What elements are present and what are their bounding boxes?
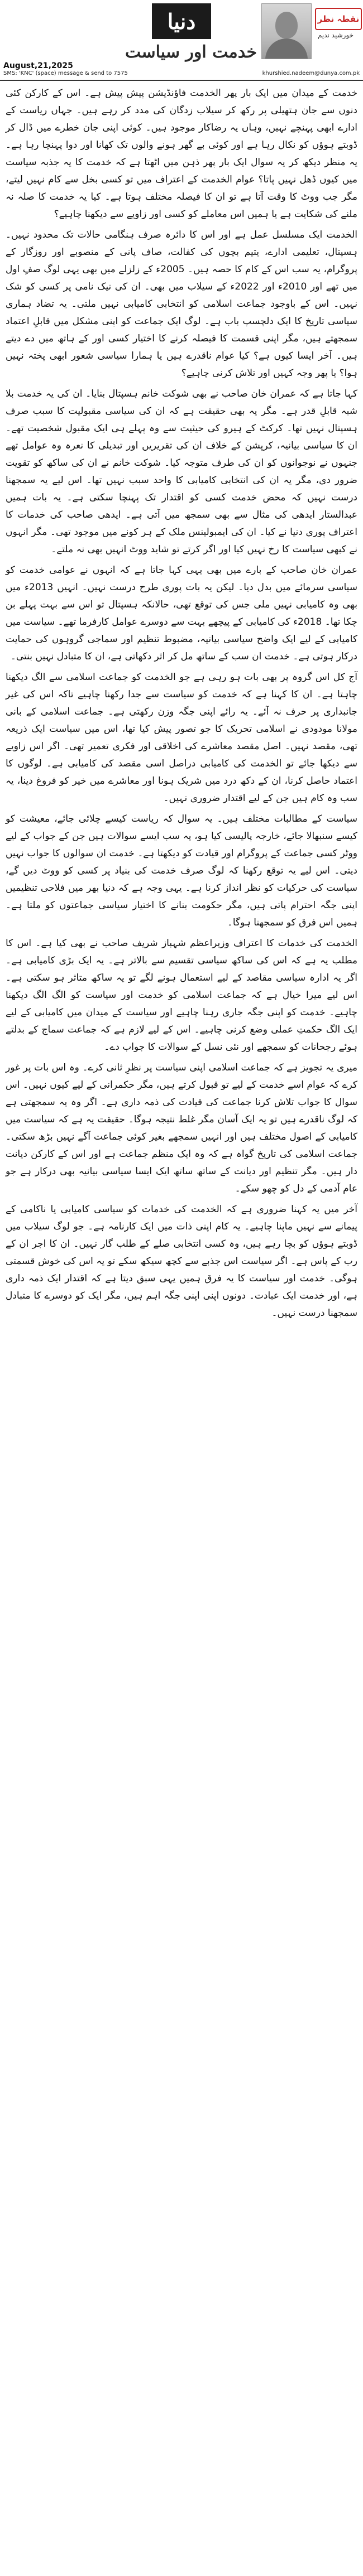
author-name: خورشید ندیم [317,31,354,39]
article-headline: خدمت اور سیاست [125,42,257,62]
newspaper-logo [152,3,211,39]
header-divider [0,80,363,81]
masthead [0,0,363,84]
author-head-shape [275,12,298,38]
article-paragraph: عمران خان صاحب کے بارے میں بھی یہی کہا جاتا ہے کہ انہوں نے عوامی خدمت کو سیاسی سرمائے میں بدل دیا۔ لیکن یہ بات پوری طرح درست نہیں۔ انہیں 2013ء میں بھی وہ کامیابی نہیں ملی جس کی توقع تھی، حالانکہ ہسپتال تو اس سے بہت پہلے بن چکا تھا۔ 2018ء کی کامیابی کے پیچھے بہت سے دوسرے عوامل کارفرما تھے۔ سیاست میں کامیابی کے لیے ایک واضح سیاسی بیانیہ، مضبوط تنظیم اور سماجی گروہوں کی حمایت درکار ہوتی ہے۔ خدمت ان سب کے ساتھ مل کر اثر دکھاتی ہے، ان کا متبادل نہیں بنتی۔ [6,565,358,662]
column-badge [315,8,362,30]
logo-text: دنیا [167,8,196,34]
article-paragraph: کہا جاتا ہے کہ عمران خان صاحب نے بھی شوکت خانم ہسپتال بنایا۔ ان کی یہ خدمت بلا شبہ قابلِ قدر ہے۔ مگر یہ بھی حقیقت ہے کہ ان کی سیاسی مقبولیت کا سبب صرف ہسپتال نہیں تھا۔ کرکٹ کے ہیرو کی حیثیت سے وہ پہلے ہی ایک مقبول شخصیت تھے۔ ان کا سیاسی بیانیہ، کرپشن کے خلاف ان کی تقریریں اور تبدیلی کا نعرہ وہ عوامل تھے جنہوں نے نوجوانوں کو ان کی طرف متوجہ کیا۔ شوکت خانم نے ان کی ساکھ کو تقویت ضرور دی، مگر یہ ان کی انتخابی کامیابی کا واحد سبب نہیں تھا۔ اس لیے یہ سمجھنا درست نہیں کہ محض خدمت کسی کو اقتدار تک پہنچا سکتی ہے۔ یہ بات ہمیں عبدالستار ایدھی کی مثال سے بھی سمجھ میں آتی ہے۔ ایدھی صاحب کی خدمات کا اعتراف پوری دنیا نے کیا۔ ان کی ایمبولینس ملک کے ہر کونے میں موجود تھی۔ مگر انہوں نے کبھی سیاست کا رخ نہیں کیا اور اگر کرتے تو شاید ووٹ انہیں بھی نہ ملتے۔ [6,388,357,555]
article-paragraph: سیاست کے مطالبات مختلف ہیں۔ یہ سوال کہ ریاست کیسے چلائی جائے، معیشت کو کیسے سنبھالا جائے، خارجہ پالیسی کیا ہو، یہ سب ایسے سوالات ہیں جن کے جواب کے لیے ووٹر کسی جماعت کے پروگرام اور قیادت کو دیکھتا ہے۔ خدمت ان سوالوں کا جواب نہیں دیتی۔ اس لیے یہ توقع رکھنا کہ لوگ صرف خدمت کی بنیاد پر کسی کو ووٹ دیں گے، سیاست کی حرکیات کو نظر انداز کرنا ہے۔ یہی وجہ ہے کہ دنیا بھر میں فلاحی تنظیمیں اپنی جگہ احترام پاتی ہیں، مگر حکومت بنانے کا اختیار سیاسی جماعتوں کو ملتا ہے۔ ہمیں اس فرق کو سمجھنا ہوگا۔ [6,813,357,928]
article-paragraph: آخر میں یہ کہنا ضروری ہے کہ الخدمت کی خدمات کو سیاسی کامیابی یا ناکامی کے پیمانے سے نہیں ماپنا چاہیے۔ یہ کام اپنی ذات میں ایک کارنامہ ہے۔ جو لوگ سیلاب میں ڈوبتے ہوؤں کو بچا رہے ہیں، وہ کسی انتخابی صلے کے طلب گار نہیں۔ ان کا اجر ان کے رب کے پاس ہے۔ اگر سیاست اس جذبے سے کچھ سیکھ سکے تو یہ اس کی خوش قسمتی ہوگی۔ خدمت اور سیاست کا یہ فرق ہمیں یہی سبق دیتا ہے کہ اقتدار ایک ذمہ داری ہے، اور خدمت ایک عبادت۔ دونوں اپنی اپنی جگہ اہم ہیں، مگر ایک کو دوسرے کا متبادل سمجھنا درست نہیں۔ [6,1204,357,1319]
article-paragraph: خدمت کے میدان میں ایک بار پھر الخدمت فاؤنڈیشن پیش پیش ہے۔ اس کے کارکن کئی دنوں سے جان ہتھیلی پر رکھ کر سیلاب زدگان کی مدد کر رہے ہیں۔ جہاں ریاست کے ادارے ابھی پہنچے نہیں، وہاں یہ رضاکار موجود ہیں۔ کوئی اپنی جان خطرے میں ڈال کر ڈوبتے ہوؤں کو نکال رہا ہے اور کوئی بے گھر ہونے والوں تک کھانا اور دوا پہنچا رہا ہے۔ یہ منظر دیکھ کر یہ سوال ایک بار پھر ذہن میں اٹھتا ہے کہ خدمت کا یہ جذبہ سیاست میں کیوں ڈھل نہیں پاتا؟ عوام الخدمت کے اعتراف میں تو کسی بخل سے کام نہیں لیتے، مگر جب ووٹ کا وقت آتا ہے تو ان کا فیصلہ مختلف ہوتا ہے۔ کیا یہ خدمت کا صلہ نہ ملنے کی شکایت ہے یا ہمیں اس معاملے کو کسی اور زاویے سے دیکھنا چاہیے؟ [6,88,357,220]
article-paragraph: الخدمت کی خدمات کا اعتراف وزیراعظم شہباز شریف صاحب نے بھی کیا ہے۔ اس کا مطلب یہ ہے کہ اس کی ساکھ سیاسی تقسیم سے بالاتر ہے۔ یہ ایک بڑی کامیابی ہے۔ اگر یہ ادارہ سیاسی مقاصد کے لیے استعمال ہونے لگے تو یہ ساکھ متاثر ہو سکتی ہے۔ اس لیے میرا خیال ہے کہ جماعت اسلامی کو خدمت اور سیاست کو الگ الگ دیکھنا چاہیے۔ خدمت کو اپنی جگہ جاری رہنا چاہیے اور سیاست کے میدان میں کامیابی کے لیے ایک الگ حکمتِ عملی وضع کرنی چاہیے۔ اس کے لیے لازم ہے کہ جماعت سماج کے بدلتے ہوئے رجحانات کو سمجھے اور نئی نسل کے سوالات کا جواب دے۔ [6,938,357,1053]
author-shoulders-shape [265,38,308,59]
article-body [6,85,357,1325]
author-email: khurshied.nadeem@dunya.com.pk [262,70,360,76]
column-label: نقطہ نظر [317,14,360,24]
article-paragraph: الخدمت ایک مسلسل عمل ہے اور اس کا دائرہ صرف ہنگامی حالات تک محدود نہیں۔ ہسپتال، تعلیمی ادارے، یتیم بچوں کی کفالت، صاف پانی کے منصوبے اور روزگار کے پروگرام، یہ سب اس کے کام کا حصہ ہیں۔ 2005ء کے زلزلے میں بھی یہی لوگ صفِ اول میں تھے اور 2010ء اور 2022ء کے سیلاب میں بھی۔ ان کی نیک نامی پر کسی کو شک نہیں۔ اس کے باوجود جماعت اسلامی کو انتخابی کامیابی نہیں ملتی۔ یہ تضاد ہماری سیاسی تاریخ کا ایک دلچسپ باب ہے۔ لوگ ایک جماعت کو اپنی مشکل میں قابلِ اعتماد سمجھتے ہیں، مگر اپنی قسمت کا فیصلہ کرنے کا اختیار کسی اور کے ہاتھ میں دے دیتے ہیں۔ آخر ایسا کیوں ہے؟ کیا عوام ناقدرے ہیں یا ہمارا سیاسی شعور ابھی پختہ نہیں ہوا؟ یا پھر وجہ کہیں اور تلاش کرنی چاہیے؟ [6,229,357,379]
author-photo [261,3,312,59]
publish-date: August,21,2025 [3,61,73,70]
article-paragraph: میری یہ تجویز ہے کہ جماعت اسلامی اپنی سیاست پر نظرِ ثانی کرے۔ وہ اس بات پر غور کرے کہ عوام اسے خدمت کے لیے تو قبول کرتے ہیں، مگر حکمرانی کے لیے کیوں نہیں۔ اس سوال کا جواب تلاش کرنا جماعت کی قیادت کی ذمہ داری ہے۔ اگر وہ یہ سمجھتی ہے کہ لوگ ناقدرے ہیں تو یہ ایک آسان مگر غلط نتیجہ ہوگا۔ حقیقت یہ ہے کہ سیاست میں کامیابی کے اصول مختلف ہیں اور انہیں سمجھے بغیر کوئی جماعت آگے نہیں بڑھ سکتی۔ جماعت اسلامی کی تاریخ گواہ ہے کہ وہ ایک منظم جماعت ہے اور اس کے کارکن دیانت دار ہیں۔ مگر تنظیم اور دیانت کے ساتھ ساتھ ایک ایسا سیاسی بیانیہ بھی درکار ہے جو عام آدمی کے دل کو چھو سکے۔ [6,1062,357,1194]
article-paragraph: آج کل اس گروہ پر بھی بات ہو رہی ہے جو الخدمت کو جماعت اسلامی سے الگ دیکھنا چاہتا ہے۔ ان کا کہنا ہے کہ خدمت کو سیاست سے جدا رکھنا چاہیے تاکہ اس کی غیر جانبداری پر حرف نہ آئے۔ یہ رائے اپنی جگہ وزن رکھتی ہے۔ جماعت اسلامی کے بانی مولانا مودودی نے اسلامی تحریک کا جو تصور پیش کیا تھا، اس میں سیاست ایک ذریعہ تھی، مقصد نہیں۔ اصل مقصد معاشرے کی اخلاقی اور فکری تعمیر تھی۔ اگر اس زاویے سے دیکھا جائے تو الخدمت کی کامیابی دراصل اسی مقصد کی کامیابی ہے۔ لوگوں کا اعتماد حاصل کرنا، ان کے دکھ درد میں شریک ہونا اور معاشرے میں خیر کو فروغ دینا، یہ سب وہ کام ہیں جن کے لیے اقتدار ضروری نہیں۔ [6,672,357,804]
sms-instructions: SMS: 'KNC' (space) message & send to 7575 [3,70,128,76]
